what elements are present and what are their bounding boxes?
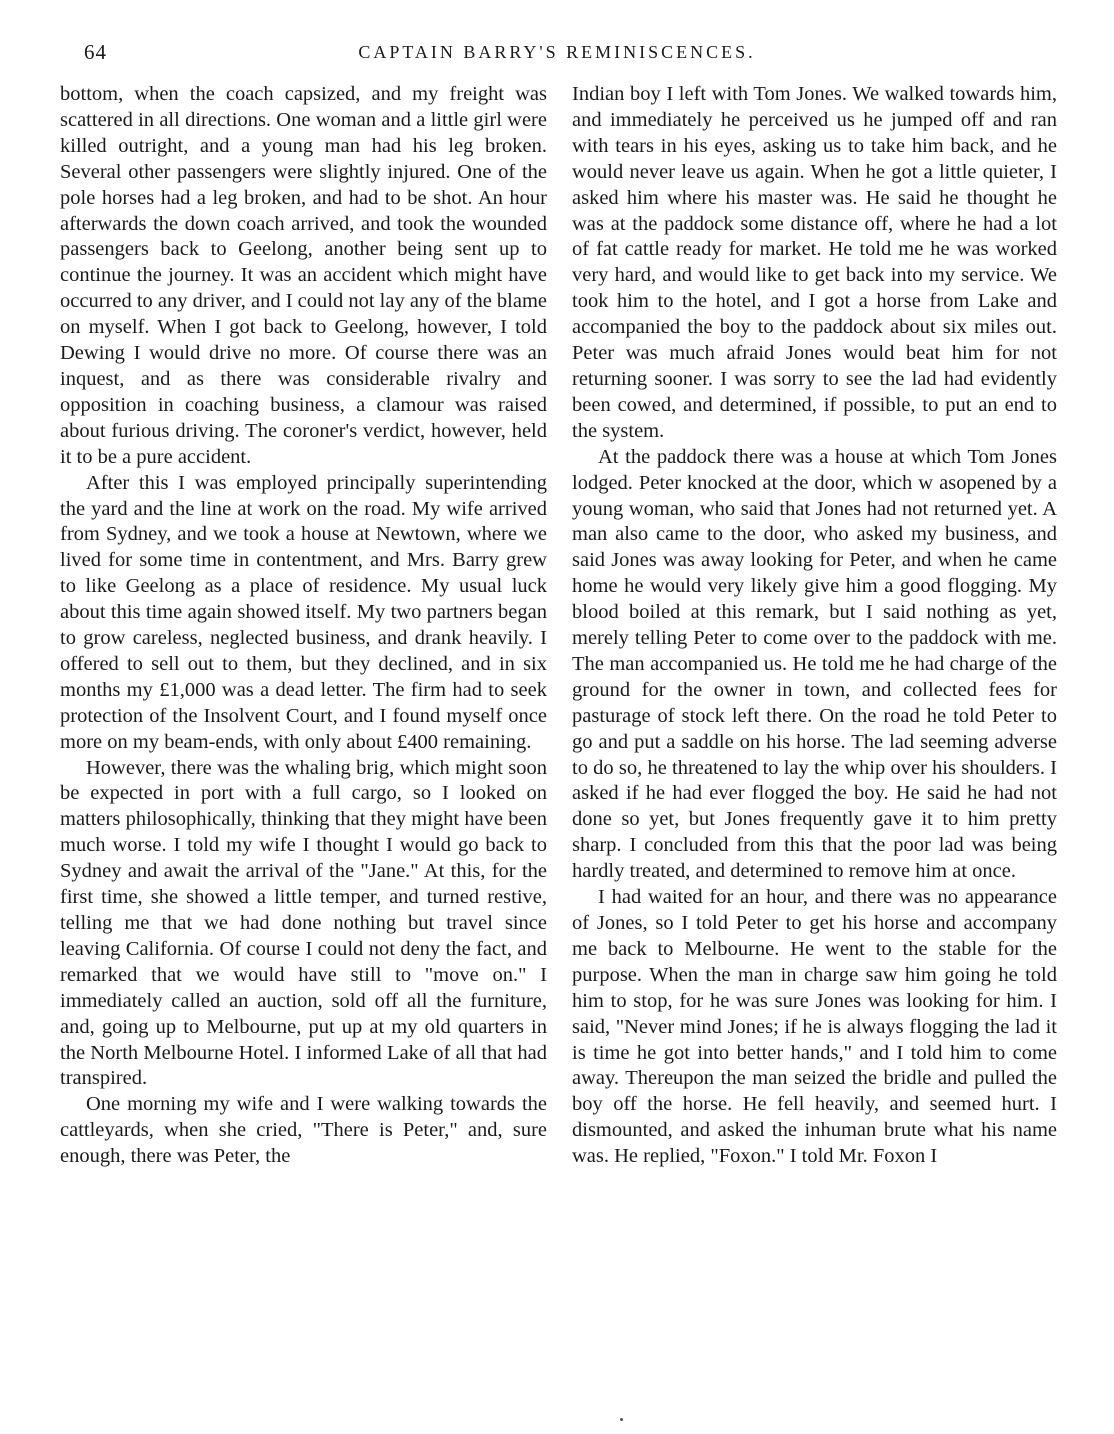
paragraph: Indian boy I left with Tom Jones. We walked towards him, and immediately he perceived us he jumped off and ran with tears in his eyes, asking us to take him back, and he would never leave us again. When he got a little quieter, I asked him where his master was. He said he thought he was at the paddock some distance off, where he had a lot of fat cattle ready for market. He told me he was worked very hard, and would like to get back into my service. We took him to the hotel, and I got a horse from Lake and accompanied the boy to the paddock about six miles out. Peter was much afraid Jones would beat him for not returning sooner. I was sorry to see the lad had evidently been cowed, and determined, if possible, to put an end to the system. (572, 83, 1057, 442)
right-column (572, 82, 1057, 1170)
paragraph: One morning my wife and I were walking towards the cattleyards, when she cried, "There is Peter," and, sure enough, there was Peter, the (60, 1093, 547, 1168)
paragraph: I had waited for an hour, and there was no appearance of Jones, so I told Peter to get his horse and accompany me back to Melbourne. He went to the stable for the purpose. When the man in charge saw him going he told him to stop, for he was sure Jones was looking for him. I said, "Never mind Jones; if he is always flogging the lad it is time he got into better hands," and I told him to come away. Thereupon the man seized the bridle and pulled the boy off the horse. He fell heavily, and seemed hurt. I dismounted, and asked the inhuman brute what his name was. He replied, "Foxon." I told Mr. Foxon I (572, 886, 1057, 1168)
paragraph: bottom, when the coach capsized, and my freight was scattered in all directions. One woman and a little girl were killed outright, and a young man had his leg broken. Several other passengers were slightly injured. One of the pole horses had a leg broken, and had to be shot. An hour afterwards the down coach arrived, and took the wounded passengers back to Geelong, another being sent up to continue the journey. It was an accident which might have occurred to any driver, and I could not lay any of the blame on myself. When I got back to Geelong, however, I told Dewing I would drive no more. Of course there was an inquest, and as there was considerable rivalry and opposition in coaching business, a clamour was raised about furious driving. The coroner's verdict, however, held it to be a pure accident. (60, 83, 548, 468)
print-speck (620, 1418, 623, 1421)
running-title: CAPTAIN BARRY'S REMINISCENCES. (358, 42, 756, 62)
paragraph: At the paddock there was a house at which Tom Jones lodged. Peter knocked at the door, which w asopened by a young woman, who said that Jones had not returned yet. A man also came to the door, who asked my business, and said Jones was away looking for Peter, and when he came home he would very likely give him a good flogging. My blood boiled at this remark, but I said nothing as yet, merely telling Peter to come over to the paddock with me. The man accompanied us. He told me he had charge of the ground for the owner in town, and collected fees for pasturage of stock left there. On the road he told Peter to go and put a saddle on his horse. The lad seeming adverse to do so, he threatened to lay the whip over his shoulders. I asked if he had ever flogged the boy. He said he had not done so yet, but Jones frequently gave it to him pretty sharp. I concluded from this that the poor lad was being hardly treated, and determined to remove him at once. (572, 445, 1057, 883)
paragraph: After this I was employed principally superintending the yard and the line at work on the road. My wife arrived from Sydney, and we took a house at Newtown, where we lived for some time in contentment, and Mrs. Barry grew to like Geelong as a place of residence. My usual luck about this time again showed itself. My two partners began to grow careless, neglected business, and drank heavily. I offered to sell out to them, but they declined, and in six months my £1,000 was a dead letter. The firm had to seek protection of the Insolvent Court, and I found myself once more on my beam-ends, with only about £400 remaining. (60, 471, 547, 753)
left-column (60, 82, 547, 1170)
paragraph: However, there was the whaling brig, which might soon be expected in port with a full cargo, so I looked on matters philosophically, thinking that they might have been much worse. I told my wife I thought I would go back to Sydney and await the arrival of the "Jane." At this, for the first time, she showed a little temper, and turned restive, telling me that we had done nothing but travel since leaving California. Of course I could not deny the fact, and remarked that we would have still to "move on." I immediately called an auction, sold off all the furniture, and, going up to Melbourne, put up at my old quarters in the North Melbourne Hotel. I informed Lake of all that had transpired. (60, 756, 547, 1090)
page-header (0, 40, 1114, 70)
page-number: 64 (84, 40, 107, 64)
